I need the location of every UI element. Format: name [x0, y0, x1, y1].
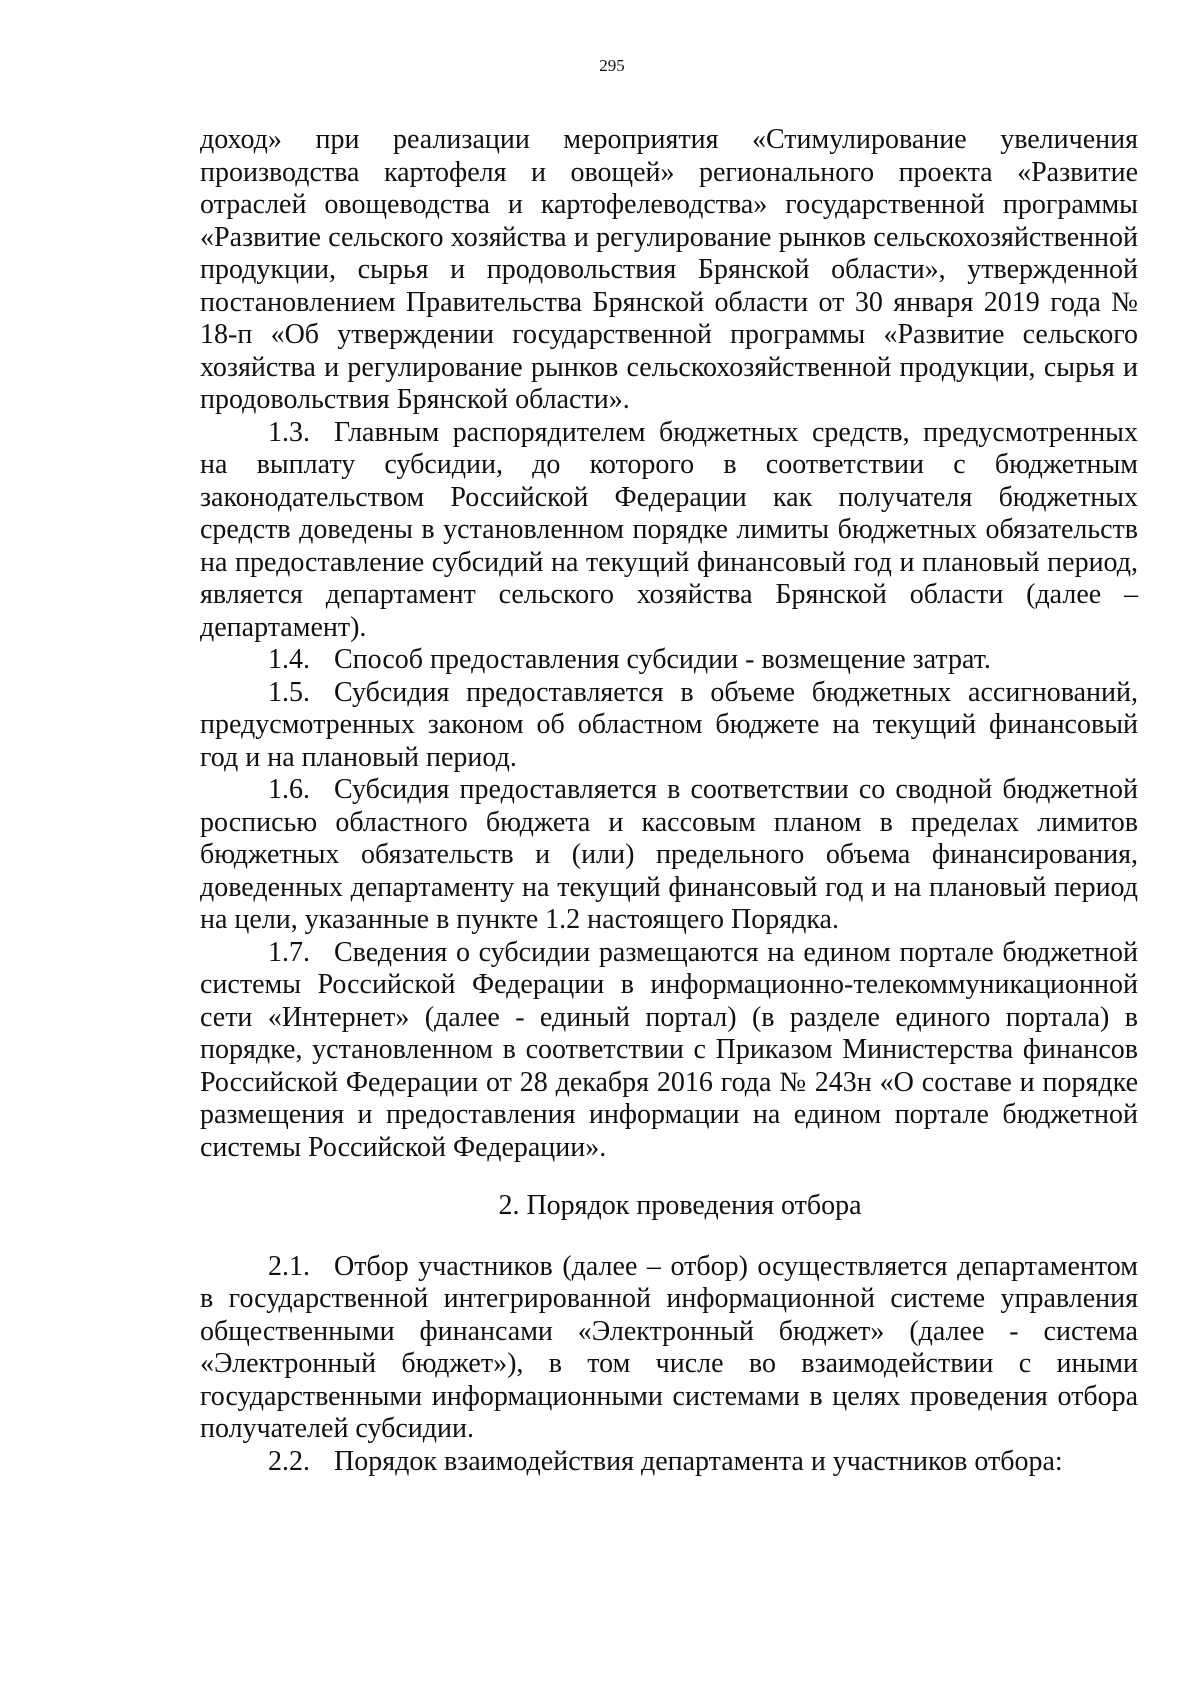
paragraph-text: Субсидия предоставляется в соответствии со сводной бюджетной росписью областного бюджета и кассовым планом в пределах лимитов бюджетных обязательств и (или) предельного объема финансирования, доведенных департаменту на текущий финансовый год и на плановый период на цели, указанные в пункте 1.2 настоящего Порядка. [200, 774, 1138, 935]
paragraph-number: 1.7. [268, 936, 310, 968]
paragraph-number: 2.2. [268, 1445, 310, 1477]
paragraph-number: 1.6. [268, 774, 310, 805]
paragraph-1-6 [200, 774, 1138, 937]
document-body [200, 124, 1138, 1478]
paragraph-1-5 [200, 677, 1138, 775]
paragraph-1-3 [200, 417, 1138, 645]
paragraph-text: Субсидия предоставляется в объеме бюджетных ассигнований, предусмотренных законом об областном бюджете на текущий финансовый год и на плановый период. [200, 676, 1138, 773]
paragraph-text: Способ предоставления субсидии - возмещение затрат. [334, 644, 991, 675]
paragraph-text: Отбор участников (далее – отбор) осуществляется департаментом в государственной интегрированной информационной системе управления общественными финансами «Электронный бюджет» (далее - система «Электронный бюджет»), в том числе во взаимодействии с иными государственными информационными системами в целях проведения отбора получателей субсидии. [200, 1250, 1138, 1444]
paragraph-2-1 [200, 1251, 1138, 1446]
paragraph-number: 1.3. [268, 416, 310, 448]
paragraph-number: 2.1. [268, 1250, 310, 1282]
paragraph-text: Сведения о субсидии размещаются на едином портале бюджетной системы Российской Федерации в информационно-телекоммуникационной сети «Интернет» (далее - единый портал) (в разделе единого портала) в порядке, установленном в соответствии с Приказом Министерства финансов Российской Федерации от 28 декабря 2016 года № 243н «О составе и порядке размещения и предоставления информации на едином портале бюджетной системы Российской Федерации». [200, 936, 1138, 1163]
paragraph-text: Порядок взаимодействия департамента и участников отбора: [334, 1445, 1063, 1477]
paragraph-number: 1.4. [268, 644, 310, 675]
paragraph-2-2 [200, 1446, 1138, 1479]
paragraph-continuation: доход» при реализации мероприятия «Стимулирование увеличения производства картофеля и овощей» регионального проекта «Развитие отраслей овощеводства и картофелеводства» государственной программы «Развитие сельского хозяйства и регулирование рынков сельскохозяйственной продукции, сырья и продовольствия Брянской области», утвержденной постановлением Правительства Брянской области от 30 января 2019 года № 18-п «Об утверждении государственной программы «Развитие сельского хозяйства и регулирование рынков сельскохозяйственной продукции, сырья и продовольствия Брянской области». [200, 124, 1138, 415]
page-number: 295 [599, 56, 625, 75]
paragraph-1-4 [200, 644, 1138, 677]
section-heading: 2. Порядок проведения отбора [498, 1190, 862, 1221]
paragraph-1-7 [200, 937, 1138, 1165]
paragraph-text: Главным распорядителем бюджетных средств, предусмотренных на выплату субсидии, до которого в соответствии с бюджетным законодательством Российской Федерации как получателя бюджетных средств доведены в установленном порядке лимиты бюджетных обязательств на предоставление субсидий на текущий финансовый год и плановый период, является департамент сельского хозяйства Брянской области (далее – департамент). [200, 416, 1138, 643]
paragraph-number: 1.5. [268, 676, 310, 708]
